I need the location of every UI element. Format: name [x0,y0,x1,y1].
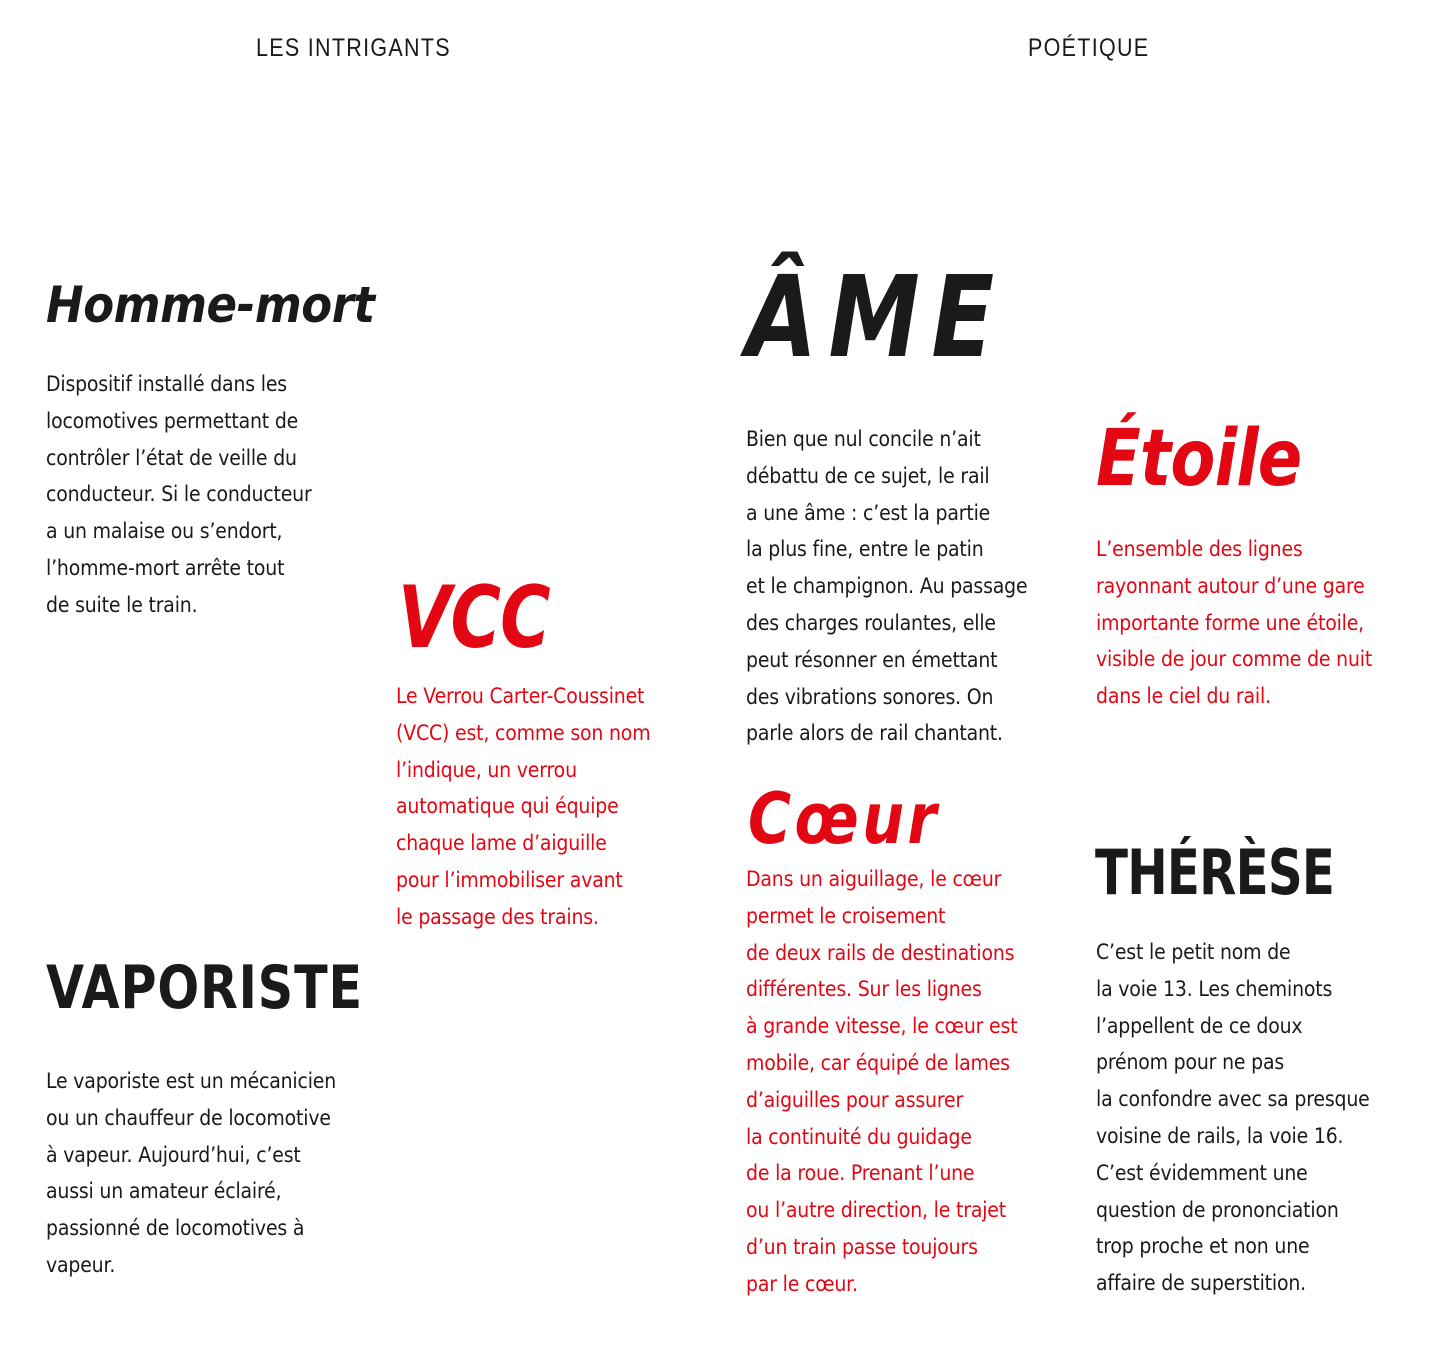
text-line: rayonnant autour d’une gare [1096,573,1365,598]
text-line: passionné de locomotives à [46,1216,305,1241]
text-line: peut résonner en émettant [746,647,998,672]
text-line: C’est le petit nom de [1096,940,1291,964]
text-line: de suite le train. [46,592,198,617]
text-line: l’indique, un verrou [396,757,577,782]
text-line: différentes. Sur les lignes [746,977,982,1002]
entry-text-coeur [746,861,1017,1303]
text-line: a une âme : c’est la partie [746,500,991,525]
text-line: contrôler l’état de veille du [46,445,297,470]
text-line: (VCC) est, comme son nom [396,720,651,745]
text-line: et le champignon. Au passage [746,574,1028,599]
text-line: L’ensemble des lignes [1096,537,1303,561]
text-line: permet le croisement [746,903,946,928]
text-line: question de prononciation [1096,1197,1339,1222]
text-line: a un malaise ou s’endort, [46,519,283,544]
text-line: Bien que nul concile n’ait [746,427,981,451]
entry-title-therese: THÉRÈSE [1095,836,1335,909]
entry-body-vaporiste [46,1063,368,1284]
entry-title-vcc: VCC [398,568,550,668]
text-line: parle alors de rail chantant. [746,721,1003,746]
text-line: à vapeur. Aujourd’hui, c’est [46,1142,301,1167]
entry-text-etoile [1096,531,1372,715]
entry-vcc [398,568,588,668]
text-line: la confondre avec sa presque [1096,1087,1370,1112]
text-line: affaire de superstition. [1096,1271,1306,1296]
text-line: la voie 13. Les cheminots [1096,976,1333,1001]
text-line: à grande vitesse, le cœur est [746,1014,1018,1039]
entry-coeur [748,778,976,860]
text-line: C’est évidemment une [1096,1160,1308,1185]
text-line: débattu de ce sujet, le rail [746,463,990,488]
entry-title-homme-mort: Homme-mort [46,276,375,334]
text-line: locomotives permettant de [46,408,299,433]
entry-title-coeur: Cœur [748,778,940,860]
text-line: de deux rails de destinations [746,940,1015,965]
entry-homme-mort [46,276,411,334]
text-line: la continuité du guidage [746,1124,972,1149]
entry-body-coeur [746,861,1048,1303]
text-line: vapeur. [46,1252,116,1277]
text-line: Dans un aiguillage, le cœur [746,867,1002,891]
entry-title-etoile: Étoile [1096,414,1302,504]
text-line: d’aiguilles pour assurer [746,1087,964,1112]
entry-text-homme-mort [46,366,312,624]
text-line: par le cœur. [746,1271,858,1296]
text-line: Le Verrou Carter-Coussinet [396,684,645,708]
text-line: aussi un amateur éclairé, [46,1179,282,1204]
entry-title-vaporiste: VAPORISTE [46,953,363,1023]
text-line: d’un train passe toujours [746,1234,978,1259]
text-line: conducteur. Si le conducteur [46,482,312,507]
entry-body-vcc [396,678,679,936]
text-line: voisine de rails, la voie 16. [1096,1123,1344,1148]
text-line: pour l’immobiliser avant [396,867,623,892]
text-line: ou l’autre direction, le trajet [746,1198,1006,1223]
entry-therese [1095,836,1402,909]
text-line: l’homme-mort arrête tout [46,555,285,580]
entry-body-therese [1096,934,1400,1302]
text-line: de la roue. Prenant l’une [746,1161,975,1186]
section-header-poetique: POÉTIQUE [1028,34,1150,62]
text-line: importante forme une étoile, [1096,610,1365,635]
text-line: chaque lame d’aiguille [396,831,607,856]
entry-vaporiste [46,953,432,1023]
entry-etoile [1096,414,1341,504]
text-line: mobile, car équipé de lames [746,1050,1010,1075]
text-line: visible de jour comme de nuit [1096,647,1373,672]
entry-text-ame [746,421,1027,752]
entry-body-homme-mort [46,366,341,624]
entry-text-vaporiste [46,1063,336,1284]
text-line: Le vaporiste est un mécanicien [46,1069,337,1093]
text-line: le passage des trains. [396,904,599,929]
text-line: automatique qui équipe [396,794,619,819]
entry-text-therese [1096,934,1370,1302]
text-line: des charges roulantes, elle [746,610,996,635]
entry-ame [746,253,1063,383]
entry-body-ame [746,421,1059,752]
text-line: l’appellent de ce doux [1096,1013,1303,1038]
entry-body-etoile [1096,531,1403,715]
text-line: des vibrations sonores. On [746,684,994,709]
entry-title-ame: ÂME [746,253,1006,383]
entry-text-vcc [396,678,650,936]
text-line: Dispositif installé dans les [46,372,287,396]
section-header-les-intrigants: LES INTRIGANTS [256,34,451,62]
text-line: ou un chauffeur de locomotive [46,1105,331,1130]
text-line: dans le ciel du rail. [1096,684,1271,709]
text-line: la plus fine, entre le patin [746,537,984,562]
text-line: prénom pour ne pas [1096,1050,1285,1075]
text-line: trop proche et non une [1096,1234,1310,1259]
